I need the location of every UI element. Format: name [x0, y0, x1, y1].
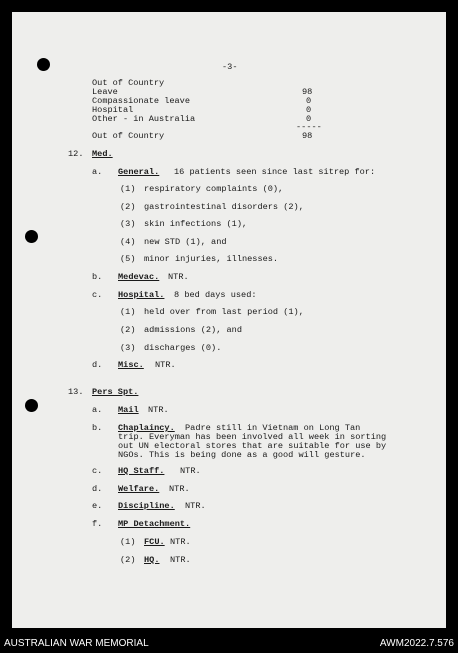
para-letter: a. [92, 167, 103, 177]
footer-left: AUSTRALIAN WAR MEMORIAL [4, 638, 149, 649]
table-row-value: 0 [306, 114, 312, 124]
table-total-label: Out of Country [92, 131, 165, 141]
list-item-title: FCU. [144, 537, 165, 547]
list-item: gastrointestinal disorders (2), [144, 202, 304, 212]
punch-hole [25, 399, 38, 412]
table-row-label: Other - in Australia [92, 114, 196, 124]
para-letter: d. [92, 484, 103, 494]
para-title: Chaplaincy. [118, 423, 175, 433]
para-title: MP Detachment. [118, 519, 191, 529]
para-letter: d. [92, 360, 103, 370]
para-title: HQ Staff. [118, 466, 165, 476]
para-title: General. [118, 167, 160, 177]
para-text: NTR. [180, 466, 201, 476]
list-item-number: (3) [120, 219, 136, 229]
table-header: Out of Country [92, 78, 165, 88]
list-item: respiratory complaints (0), [144, 184, 284, 194]
list-item: new STD (1), and [144, 237, 227, 247]
para-text: Padre still in Vietnam on Long Tan [185, 423, 361, 433]
para-text: NTR. [168, 272, 189, 282]
para-title: Hospital. [118, 290, 165, 300]
para-text: out UN electoral stores that are suitable for use by [118, 441, 387, 451]
para-text: 8 bed days used: [174, 290, 257, 300]
para-text: NTR. [185, 501, 206, 511]
punch-hole [37, 58, 50, 71]
para-title: Mail [118, 405, 139, 415]
para-title: Welfare. [118, 484, 160, 494]
table-row-label: Leave [92, 87, 118, 97]
table-row-label: Hospital [92, 105, 134, 115]
table-total-value: 98 [302, 131, 313, 141]
list-item-number: (2) [120, 325, 136, 335]
footer-right: AWM2022.7.576 [379, 638, 454, 649]
para-title: Misc. [118, 360, 144, 370]
para-letter: b. [92, 272, 103, 282]
para-text: 16 patients seen since last sitrep for: [174, 167, 376, 177]
para-title: Discipline. [118, 501, 175, 511]
document-page [12, 12, 446, 628]
list-item-title: HQ. [144, 555, 160, 565]
para-letter: b. [92, 423, 103, 433]
para-title: Medevac. [118, 272, 160, 282]
list-item-number: (1) [120, 307, 136, 317]
table-row-value: 0 [306, 96, 312, 106]
para-letter: f. [92, 519, 103, 529]
section-number: 13. [68, 387, 84, 397]
list-item: discharges (0). [144, 343, 222, 353]
section-number: 12. [68, 149, 84, 159]
table-divider: ----- [296, 122, 322, 132]
table-row-label: Compassionate leave [92, 96, 190, 106]
list-item-number: (5) [120, 254, 136, 264]
list-item-number: (1) [120, 537, 136, 547]
list-item: NTR. [170, 537, 191, 547]
para-letter: e. [92, 501, 103, 511]
para-text: NGOs. This is being done as a good will gesture. [118, 450, 366, 460]
table-row-value: 0 [306, 105, 312, 115]
section-title: Med. [92, 149, 113, 159]
list-item-number: (3) [120, 343, 136, 353]
para-text: NTR. [155, 360, 176, 370]
para-text: NTR. [148, 405, 169, 415]
para-letter: c. [92, 290, 103, 300]
section-title: Pers Spt. [92, 387, 139, 397]
list-item: minor injuries, illnesses. [144, 254, 279, 264]
punch-hole [25, 230, 38, 243]
list-item: skin infections (1), [144, 219, 248, 229]
para-letter: a. [92, 405, 103, 415]
table-row-value: 98 [302, 87, 313, 97]
list-item-number: (2) [120, 202, 136, 212]
list-item: held over from last period (1), [144, 307, 304, 317]
para-text: trip. Everyman has been involved all week in sorting [118, 432, 387, 442]
page-number: -3- [222, 62, 238, 72]
para-letter: c. [92, 466, 103, 476]
list-item: admissions (2), and [144, 325, 242, 335]
list-item-number: (2) [120, 555, 136, 565]
list-item-number: (4) [120, 237, 136, 247]
list-item-number: (1) [120, 184, 136, 194]
para-text: NTR. [169, 484, 190, 494]
list-item: NTR. [170, 555, 191, 565]
